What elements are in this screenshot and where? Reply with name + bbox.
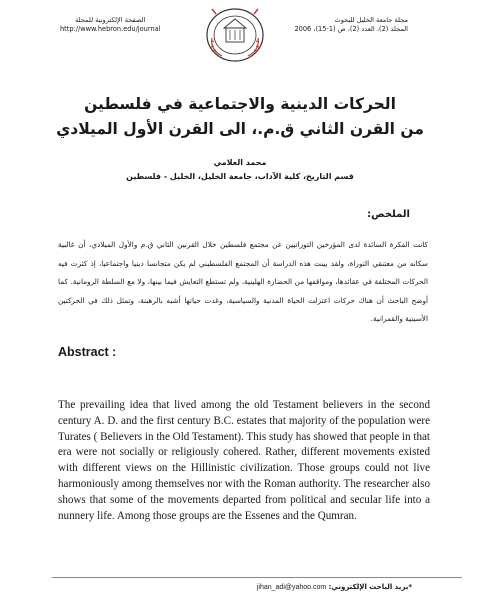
university-logo bbox=[202, 6, 268, 64]
arabic-abstract-text: كانت الفكرة السائدة لدى المؤرخين التوراتيين عن مجتمع فلسطين خلال القرنين الثاني ق.م والأول الميلادي، أن غالبية سكانه من معتنقي التوراة، ولقد بينت هذه الدراسة أن المجتمع الفلسطيني لم يكن متجانسا دينيا واجتماعيا، إذ كثرت فيه الحركات المختلفة في عقائدها، ومواقفها من الحضارة الهلينية، ولم تستطع التعايش فيما بينها، ولا مع السلطة الرومانية. كما أوضح الباحث أن هناك حركات اعتزلت الحياة المدنية والسياسية، وغدت حياتها أشبه بالرهبنة، وتمثل ذلك في الحركتين الأسينية والقمرانية. bbox=[58, 240, 428, 324]
article-title bbox=[40, 92, 440, 142]
journal-website-label: الصفحة الإلكترونية للمجلة bbox=[75, 16, 146, 24]
email-label: *بريد الباحث الإلكتروني: bbox=[328, 583, 412, 591]
author-email-footnote bbox=[257, 583, 412, 591]
author-affiliation: قسم التاريخ، كلية الآداب، جامعة الخليل، الخليل - فلسطين bbox=[126, 172, 354, 181]
arabic-abstract-heading: الملخص: bbox=[367, 209, 410, 220]
journal-header bbox=[0, 0, 480, 60]
journal-name: مجلة جامعة الخليل للبحوث bbox=[334, 16, 408, 24]
journal-volume-info: المجلد (2)، العدد (2)، ص (1-15)، 2006 bbox=[294, 25, 408, 33]
author-name: محمد العلامي bbox=[213, 158, 267, 167]
title-line-2: من القرن الثاني ق.م.، الى القرن الأول الميلادي bbox=[56, 120, 424, 138]
footer-divider bbox=[52, 577, 462, 578]
journal-website-url: http://www.hebron.edu/journal bbox=[60, 25, 161, 33]
journal-website-block bbox=[60, 16, 161, 34]
english-abstract-text: The prevailing idea that lived among the old Testament believers in the second century A. D. and the first century B.C. estates that majority of the population were Turates ( Believers in the Old Testament). This study has showed that people in that era were not socially or religiously cohered. Rather, different movements existed with different views on the Hillinistic civilization. Those groups could not live harmoniously among themselves nor with the Roman authority. The researcher also shows that some of the movements departed from political and secular life into a nunnery life. Among those groups are the Essenes and the Qumran. bbox=[58, 399, 430, 522]
english-abstract-heading: Abstract : bbox=[58, 345, 117, 359]
journal-citation-block bbox=[294, 16, 408, 34]
title-line-1: الحركات الدينية والاجتماعية في فلسطين bbox=[84, 95, 396, 113]
author-block bbox=[40, 156, 440, 184]
author-email[interactable]: jihan_adi@yahoo.com bbox=[256, 584, 327, 591]
